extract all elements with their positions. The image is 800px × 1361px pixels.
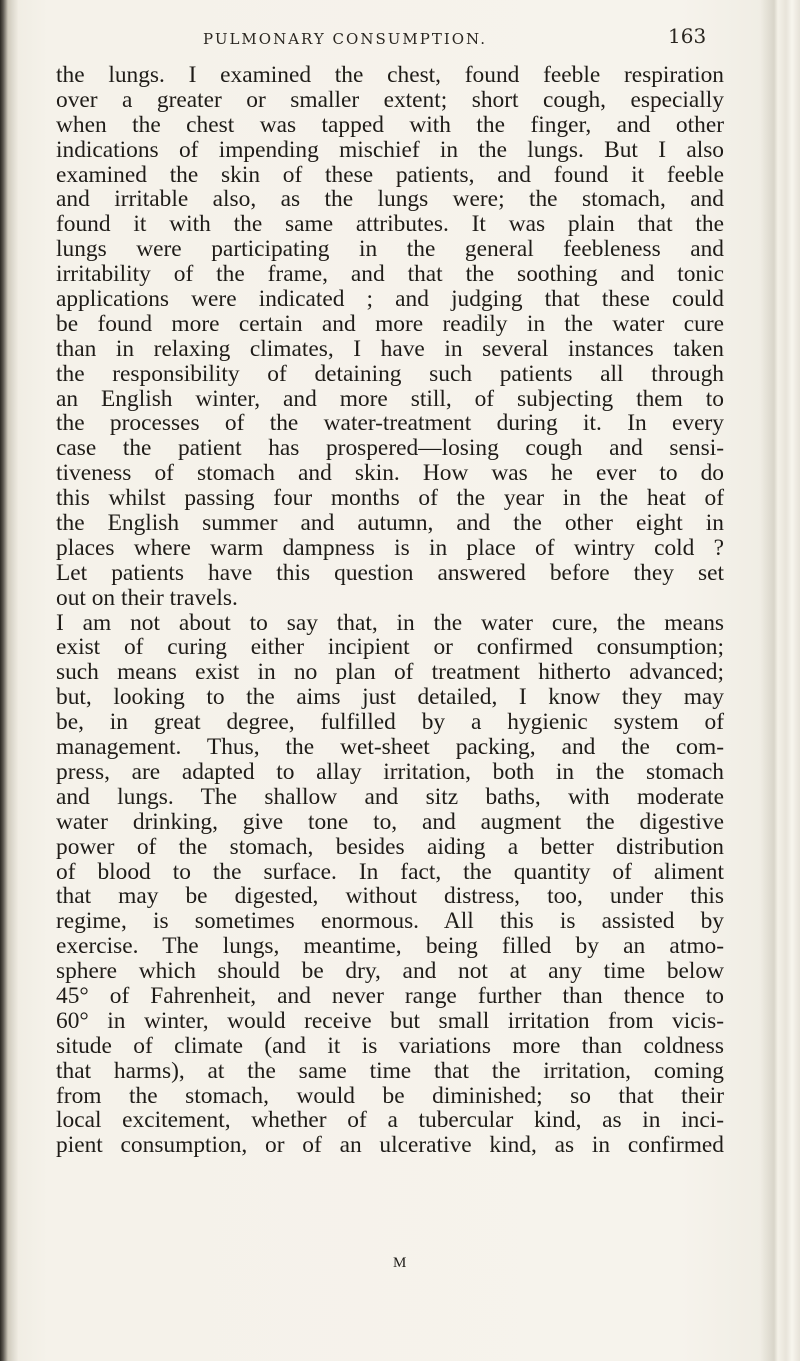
text-line: Let patients have this question answered before they set	[56, 559, 724, 586]
text-line: this whilst passing four months of the year in the heat of	[56, 485, 724, 512]
text-line: exist of curing either incipient or confirmed consumption;	[56, 634, 724, 661]
text-line: situde of climate (and it is variations more than coldness	[56, 1032, 724, 1059]
text-line: than in relaxing climates, I have in several instances taken	[56, 335, 724, 362]
text-line: the English summer and autumn, and the other eight in	[56, 510, 724, 537]
text-line: tiveness of stomach and skin. How was he ever to do	[56, 460, 724, 487]
text-line: regime, is sometimes enormous. All this is assisted by	[56, 908, 724, 935]
text-line: but, looking to the aims just detailed, I know they may	[56, 684, 724, 711]
text-line: be, in great degree, fulfilled by a hygienic system of	[56, 709, 724, 736]
text-line: water drinking, give tone to, and augment the digestive	[56, 808, 724, 835]
text-line: sphere which should be dry, and not at any time below	[56, 958, 724, 985]
text-line: examined the skin of these patients, and found it feeble	[56, 161, 724, 188]
body-text	[56, 63, 724, 1158]
text-line: when the chest was tapped with the finger, and other	[56, 111, 724, 138]
text-line: be found more certain and more readily in the water cure	[56, 310, 724, 337]
text-line: pient consumption, or of an ulcerative kind, as in confirmed	[56, 1132, 724, 1159]
text-line: out on their travels.	[56, 584, 238, 611]
text-line: the responsibility of detaining such patients all through	[56, 360, 724, 387]
text-line: such means exist in no plan of treatment hitherto advanced;	[56, 659, 724, 686]
text-line: exercise. The lungs, meantime, being filled by an atmo-	[56, 933, 724, 960]
page-fore-edge	[760, 0, 800, 1361]
text-line: from the stomach, would be diminished; so that their	[56, 1082, 724, 1109]
text-line: 60° in winter, would receive but small irritation from vicis-	[56, 1007, 724, 1034]
text-line: lungs were participating in the general feebleness and	[56, 236, 724, 263]
running-head	[78, 12, 738, 48]
text-line: an English winter, and more still, of subjecting them to	[56, 385, 724, 412]
text-line: 45° of Fahrenheit, and never range further than thence to	[56, 982, 724, 1009]
text-line: power of the stomach, besides aiding a better distribution	[56, 833, 724, 860]
text-line: places where warm dampness is in place of wintry cold ?	[56, 534, 724, 561]
text-line: indications of impending mischief in the lungs. But I also	[56, 136, 724, 163]
page-number: 163	[668, 24, 707, 48]
text-line: that harms), at the same time that the irritation, coming	[56, 1057, 724, 1084]
page-binding-shadow	[0, 0, 18, 1361]
text-line: irritability of the frame, and that the soothing and tonic	[56, 261, 724, 288]
text-line: the lungs. I examined the chest, found feeble respiration	[56, 62, 724, 88]
text-line: found it with the same attributes. It was plain that the	[56, 211, 724, 238]
text-line: of blood to the surface. In fact, the quantity of aliment	[56, 858, 724, 885]
text-line: applications were indicated ; and judging that these could	[56, 286, 724, 313]
running-title: PULMONARY CONSUMPTION.	[203, 30, 487, 48]
text-line: the processes of the water-treatment during it. In every	[56, 410, 724, 437]
text-line: management. Thus, the wet-sheet packing, and the com-	[56, 734, 724, 761]
text-line: and lungs. The shallow and sitz baths, with moderate	[56, 783, 724, 810]
text-line: case the patient has prospered—losing cough and sensi-	[56, 435, 724, 462]
text-line: local excitement, whether of a tubercular kind, as in inci-	[56, 1107, 724, 1134]
signature-letter: M	[393, 1255, 407, 1271]
text-line: over a greater or smaller extent; short cough, especially	[56, 86, 724, 113]
text-line: press, are adapted to allay irritation, both in the stomach	[56, 758, 724, 785]
text-line: that may be digested, without distress, too, under this	[56, 883, 724, 910]
text-line: and irritable also, as the lungs were; the stomach, and	[56, 186, 724, 213]
text-line: I am not about to say that, in the water cure, the means	[56, 609, 724, 636]
